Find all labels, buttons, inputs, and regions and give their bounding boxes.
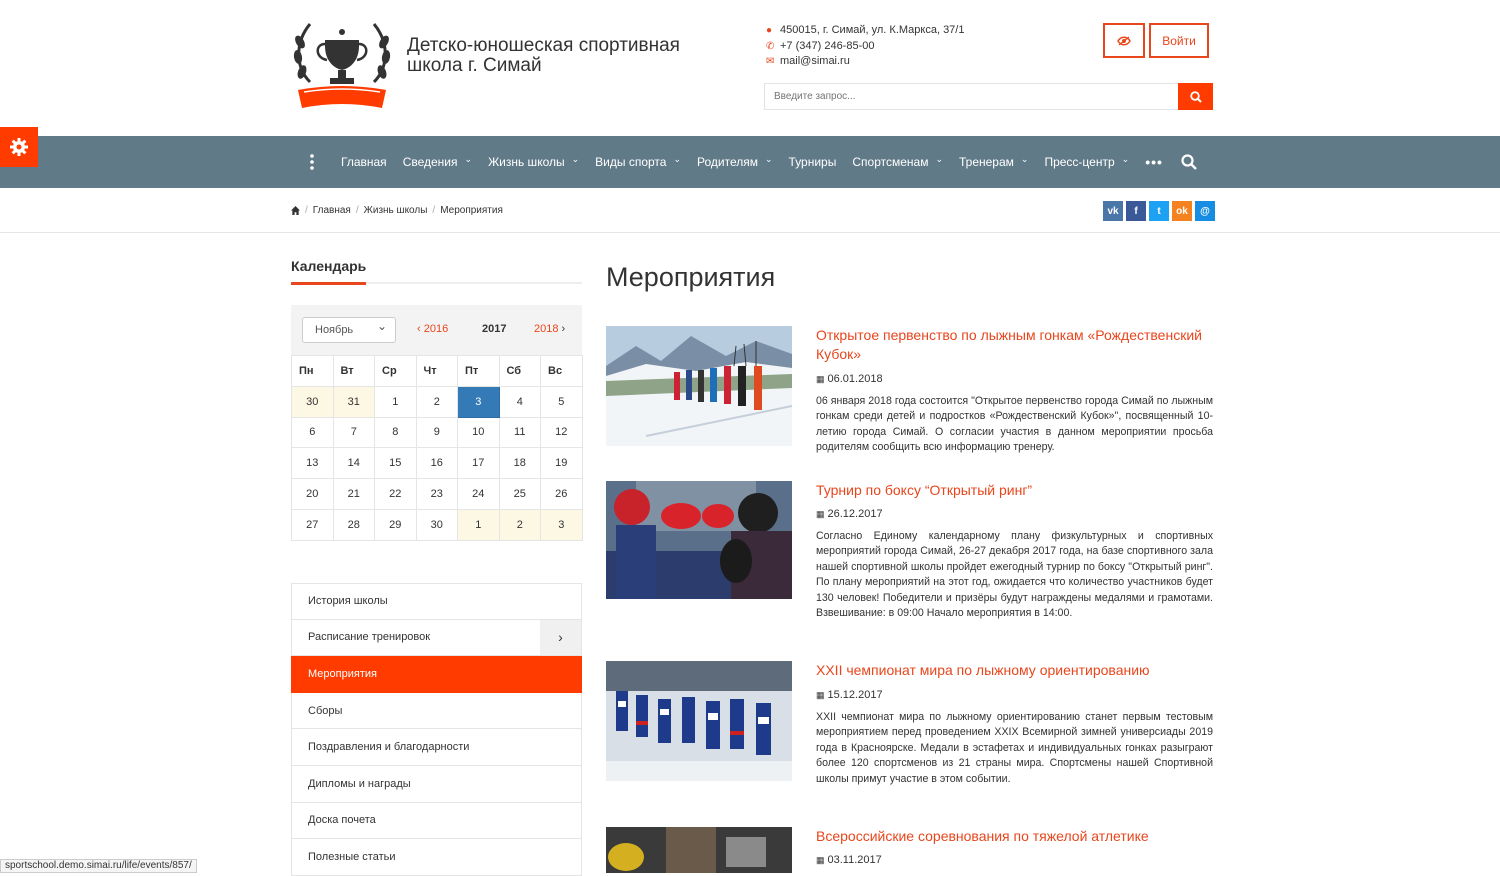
- calendar-title-underline: [291, 282, 582, 284]
- calendar-day[interactable]: 30: [292, 386, 334, 417]
- side-menu-item[interactable]: [291, 583, 582, 620]
- calendar-day[interactable]: 19: [541, 448, 583, 479]
- search-input[interactable]: [765, 84, 1175, 109]
- calendar-day[interactable]: 30: [416, 509, 458, 540]
- side-menu-item[interactable]: [291, 729, 582, 766]
- event-title[interactable]: Турнир по боксу “Открытый ринг”: [816, 482, 1033, 498]
- phone-text[interactable]: +7 (347) 246-85-00: [780, 39, 875, 52]
- social-share: [1103, 201, 1215, 221]
- side-menu-item[interactable]: [291, 620, 582, 657]
- nav-item[interactable]: [341, 155, 387, 169]
- calendar-day[interactable]: 27: [292, 509, 334, 540]
- breadcrumb-bar: [0, 188, 1500, 233]
- chevron-down-icon: ⌄: [764, 153, 773, 164]
- page-title: Мероприятия: [606, 262, 776, 292]
- weekday-header: Пн: [292, 356, 334, 387]
- calendar-day[interactable]: 13: [292, 448, 334, 479]
- event-date: [816, 854, 882, 866]
- calendar-icon: ▦: [816, 373, 825, 384]
- calendar-day[interactable]: 3: [541, 509, 583, 540]
- nav-item[interactable]: [789, 155, 837, 169]
- calendar-day[interactable]: 6: [292, 417, 334, 448]
- chevron-right-icon[interactable]: ›: [540, 620, 581, 656]
- nav-item-label: Главная: [341, 155, 387, 169]
- chevron-down-icon: ⌄: [673, 153, 681, 164]
- calendar-icon: ▦: [816, 689, 825, 700]
- phone-icon: ✆: [766, 40, 775, 52]
- chevron-down-icon: ⌄: [1121, 153, 1130, 164]
- current-year: 2017: [482, 323, 507, 335]
- event-date: [816, 689, 883, 701]
- side-menu-item[interactable]: [291, 766, 582, 803]
- calendar-day[interactable]: 24: [458, 479, 500, 510]
- calendar-day[interactable]: 3: [458, 386, 500, 417]
- accessibility-button[interactable]: [1103, 23, 1145, 58]
- event-date: [816, 373, 883, 385]
- eye-icon: [1117, 36, 1131, 46]
- side-menu-label: Сборы: [308, 704, 343, 717]
- nav-item-label: Турниры: [788, 155, 837, 169]
- nav-search-icon[interactable]: [1181, 154, 1197, 170]
- nav-items: [341, 136, 1163, 188]
- calendar-icon: ▦: [816, 854, 825, 865]
- calendar-day[interactable]: 1: [458, 509, 500, 540]
- moimir-icon[interactable]: @: [1195, 201, 1215, 221]
- main-nav: [0, 136, 1500, 188]
- event-image-weightlifting[interactable]: [606, 827, 792, 873]
- chevron-down-icon: ⌄: [935, 153, 943, 164]
- event-image-boxing[interactable]: [606, 481, 792, 599]
- twitter-icon[interactable]: t: [1149, 201, 1169, 221]
- calendar-day[interactable]: 16: [416, 448, 458, 479]
- side-menu-label: Расписание тренировок: [308, 631, 431, 644]
- calendar-day[interactable]: 25: [499, 479, 541, 510]
- nav-item-label: Жизнь школы: [488, 155, 565, 169]
- nav-item[interactable]: [959, 155, 1028, 169]
- calendar-day[interactable]: 11: [499, 417, 541, 448]
- school-logo[interactable]: [290, 12, 394, 112]
- nav-item[interactable]: [403, 155, 472, 169]
- calendar-day[interactable]: 21: [333, 479, 375, 510]
- next-year-label: 2018: [534, 323, 559, 335]
- weekday-header: Вс: [541, 356, 583, 387]
- weekday-header: Чт: [416, 356, 458, 387]
- breadcrumb-item-home[interactable]: Главная: [312, 205, 351, 216]
- calendar-day[interactable]: 23: [416, 479, 458, 510]
- month-select[interactable]: Ноябрь ⌄: [302, 317, 396, 343]
- nav-item-label: Родителям: [697, 155, 758, 169]
- event-date-text: 26.12.2017: [827, 508, 883, 520]
- search-icon: [1190, 91, 1202, 103]
- calendar-day[interactable]: 29: [375, 509, 417, 540]
- status-bar-url: sportschool.demo.simai.ru/life/events/857/: [0, 859, 197, 873]
- weekday-header: Вт: [333, 356, 375, 387]
- facebook-icon[interactable]: f: [1126, 201, 1146, 221]
- contacts: [766, 23, 964, 70]
- prev-year-label: 2016: [423, 323, 449, 335]
- chevron-down-icon: ⌄: [1020, 153, 1029, 164]
- calendar-day[interactable]: 17: [458, 448, 500, 479]
- event-title[interactable]: Всероссийские соревнования по тяжелой атлетике: [816, 828, 1149, 844]
- gear-icon: [9, 137, 29, 157]
- chevron-down-icon: ⌄: [571, 153, 580, 164]
- nav-item[interactable]: [1044, 155, 1129, 169]
- event-date-text: 06.01.2018: [827, 373, 883, 385]
- search-box: [764, 83, 1213, 110]
- site-title-line1: Детско-юношеская спортивная: [407, 35, 680, 56]
- chevron-right-icon: ›: [561, 323, 566, 335]
- breadcrumb-item-life[interactable]: Жизнь школы: [363, 205, 428, 216]
- settings-button[interactable]: [0, 127, 38, 167]
- calendar-day[interactable]: 14: [333, 448, 375, 479]
- next-year-link[interactable]: [534, 323, 565, 335]
- site-title[interactable]: [407, 36, 727, 76]
- side-menu-label: Доска почета: [308, 814, 376, 827]
- calendar-day[interactable]: 9: [416, 417, 458, 448]
- event-text: XXII чемпионат мира по лыжному ориентированию станет первым тестовым мероприятием перед проведением XXIX Всемирной зимней универсиады 2019 года в Красноярске. Медали в эстафетах и индивидуальных гонках разыграют более 120 спортсменов из 21 страны мира. Спортсмены нашей Спортивной школы примут участие в этом событии.: [816, 711, 1213, 785]
- event-date-text: 15.12.2017: [827, 689, 883, 701]
- site-title-line2: школа г. Симай: [407, 55, 542, 76]
- side-menu-label: Мероприятия: [308, 667, 377, 680]
- event-date-text: 03.11.2017: [827, 854, 882, 866]
- calendar-icon: ▦: [816, 508, 825, 519]
- calendar-header: [291, 305, 582, 355]
- chevron-down-icon: ⌄: [464, 153, 473, 164]
- event-title[interactable]: Открытое первенство по лыжным гонкам «Рождественский Кубок»: [816, 327, 1202, 362]
- event-title[interactable]: XXII чемпионат мира по лыжному ориентированию: [816, 662, 1150, 678]
- calendar-day[interactable]: 10: [458, 417, 500, 448]
- home-icon[interactable]: [291, 206, 300, 215]
- login-button[interactable]: Войти: [1149, 23, 1209, 58]
- weekday-header: Ср: [375, 356, 417, 387]
- nav-item[interactable]: [595, 155, 681, 169]
- event-item: [606, 326, 1213, 466]
- vk-icon[interactable]: vk: [1103, 201, 1123, 221]
- event-item: [606, 827, 1213, 873]
- calendar-title: Календарь: [291, 258, 367, 274]
- address-text: 450015, г. Симай, ул. К.Маркса, 37/1: [780, 24, 965, 37]
- side-menu-label: Полезные статьи: [308, 850, 396, 863]
- calendar-day[interactable]: 4: [499, 386, 541, 417]
- calendar-day[interactable]: 2: [416, 386, 458, 417]
- nav-item-label: Виды спорта: [595, 155, 667, 169]
- prev-year-link[interactable]: [417, 323, 448, 335]
- nav-item[interactable]: [488, 155, 579, 169]
- calendar-day[interactable]: 5: [541, 386, 583, 417]
- side-menu: [291, 583, 582, 876]
- weekday-header: Сб: [499, 356, 541, 387]
- event-image-skiing[interactable]: [606, 326, 792, 446]
- chevron-left-icon: ‹: [417, 323, 424, 335]
- nav-item[interactable]: [852, 155, 943, 169]
- event-image-ski-orienteering[interactable]: [606, 661, 792, 781]
- calendar-day[interactable]: 26: [541, 479, 583, 510]
- calendar-day[interactable]: 8: [375, 417, 417, 448]
- side-menu-item[interactable]: [291, 656, 582, 693]
- calendar-grid: [291, 355, 583, 541]
- calendar-day[interactable]: 18: [499, 448, 541, 479]
- calendar-day[interactable]: 12: [541, 417, 583, 448]
- calendar-day[interactable]: 31: [333, 386, 375, 417]
- nav-item-label: Пресс-центр: [1044, 155, 1115, 169]
- nav-item[interactable]: [697, 155, 773, 169]
- calendar-day[interactable]: 22: [375, 479, 417, 510]
- event-item: [606, 481, 1213, 641]
- calendar-day[interactable]: 2: [499, 509, 541, 540]
- side-menu-label: Поздравления и благодарности: [308, 741, 470, 754]
- search-button[interactable]: [1178, 83, 1213, 110]
- nav-item-label: Сведения: [402, 155, 458, 169]
- side-menu-item[interactable]: [291, 839, 582, 876]
- nav-item-label: Спортсменам: [852, 155, 929, 169]
- side-menu-item[interactable]: [291, 803, 582, 840]
- event-text: 06 января 2018 года состоится "Открытое первенство города Симай по лыжным гонкам среди детей и подростков «Рождественский Кубок»", посвященный 10- летию города Симай. О согласии участия в данном мероприятии просьба родителям сообщить всю информацию тренеру.: [816, 395, 1213, 454]
- breadcrumb-item-current: Мероприятия: [440, 205, 503, 216]
- calendar-day[interactable]: 20: [292, 479, 334, 510]
- odnoklassniki-icon[interactable]: ok: [1172, 201, 1192, 221]
- more-icon[interactable]: •••: [1145, 154, 1163, 170]
- event-item: [606, 661, 1213, 806]
- event-text: Согласно Единому календарному плану физкультурных и спортивных мероприятий города Симай, 26-27 декабря 2017 года, на базе спортивного зала нашей спортивной школы пройдет ежегодный турнир по боксу "Открытый ринг". По плану мероприятий на этот год, ожидается что количество участников будет 130 человек! Победители и призёры будут награждены медалями и грамотами. Взвешивание: в 09:00 Начало мероприятия в 14:00.: [816, 530, 1213, 620]
- location-icon: ●: [766, 25, 773, 37]
- mail-icon: ✉: [766, 56, 775, 68]
- calendar-day[interactable]: 1: [375, 386, 417, 417]
- side-menu-label: Дипломы и награды: [308, 777, 411, 790]
- weekday-header: Пт: [458, 356, 500, 387]
- breadcrumb: / Главная / Жизнь школы / Мероприятия: [291, 205, 503, 216]
- side-menu-item[interactable]: [291, 693, 582, 730]
- email-text[interactable]: mail@simai.ru: [780, 55, 850, 68]
- side-menu-label: История школы: [308, 595, 388, 608]
- calendar-day[interactable]: 28: [333, 509, 375, 540]
- kebab-menu-icon[interactable]: [306, 152, 318, 172]
- calendar-day[interactable]: 7: [333, 417, 375, 448]
- header: [0, 0, 1500, 136]
- event-date: [816, 508, 883, 520]
- nav-item-label: Тренерам: [959, 155, 1014, 169]
- calendar-day[interactable]: 15: [375, 448, 417, 479]
